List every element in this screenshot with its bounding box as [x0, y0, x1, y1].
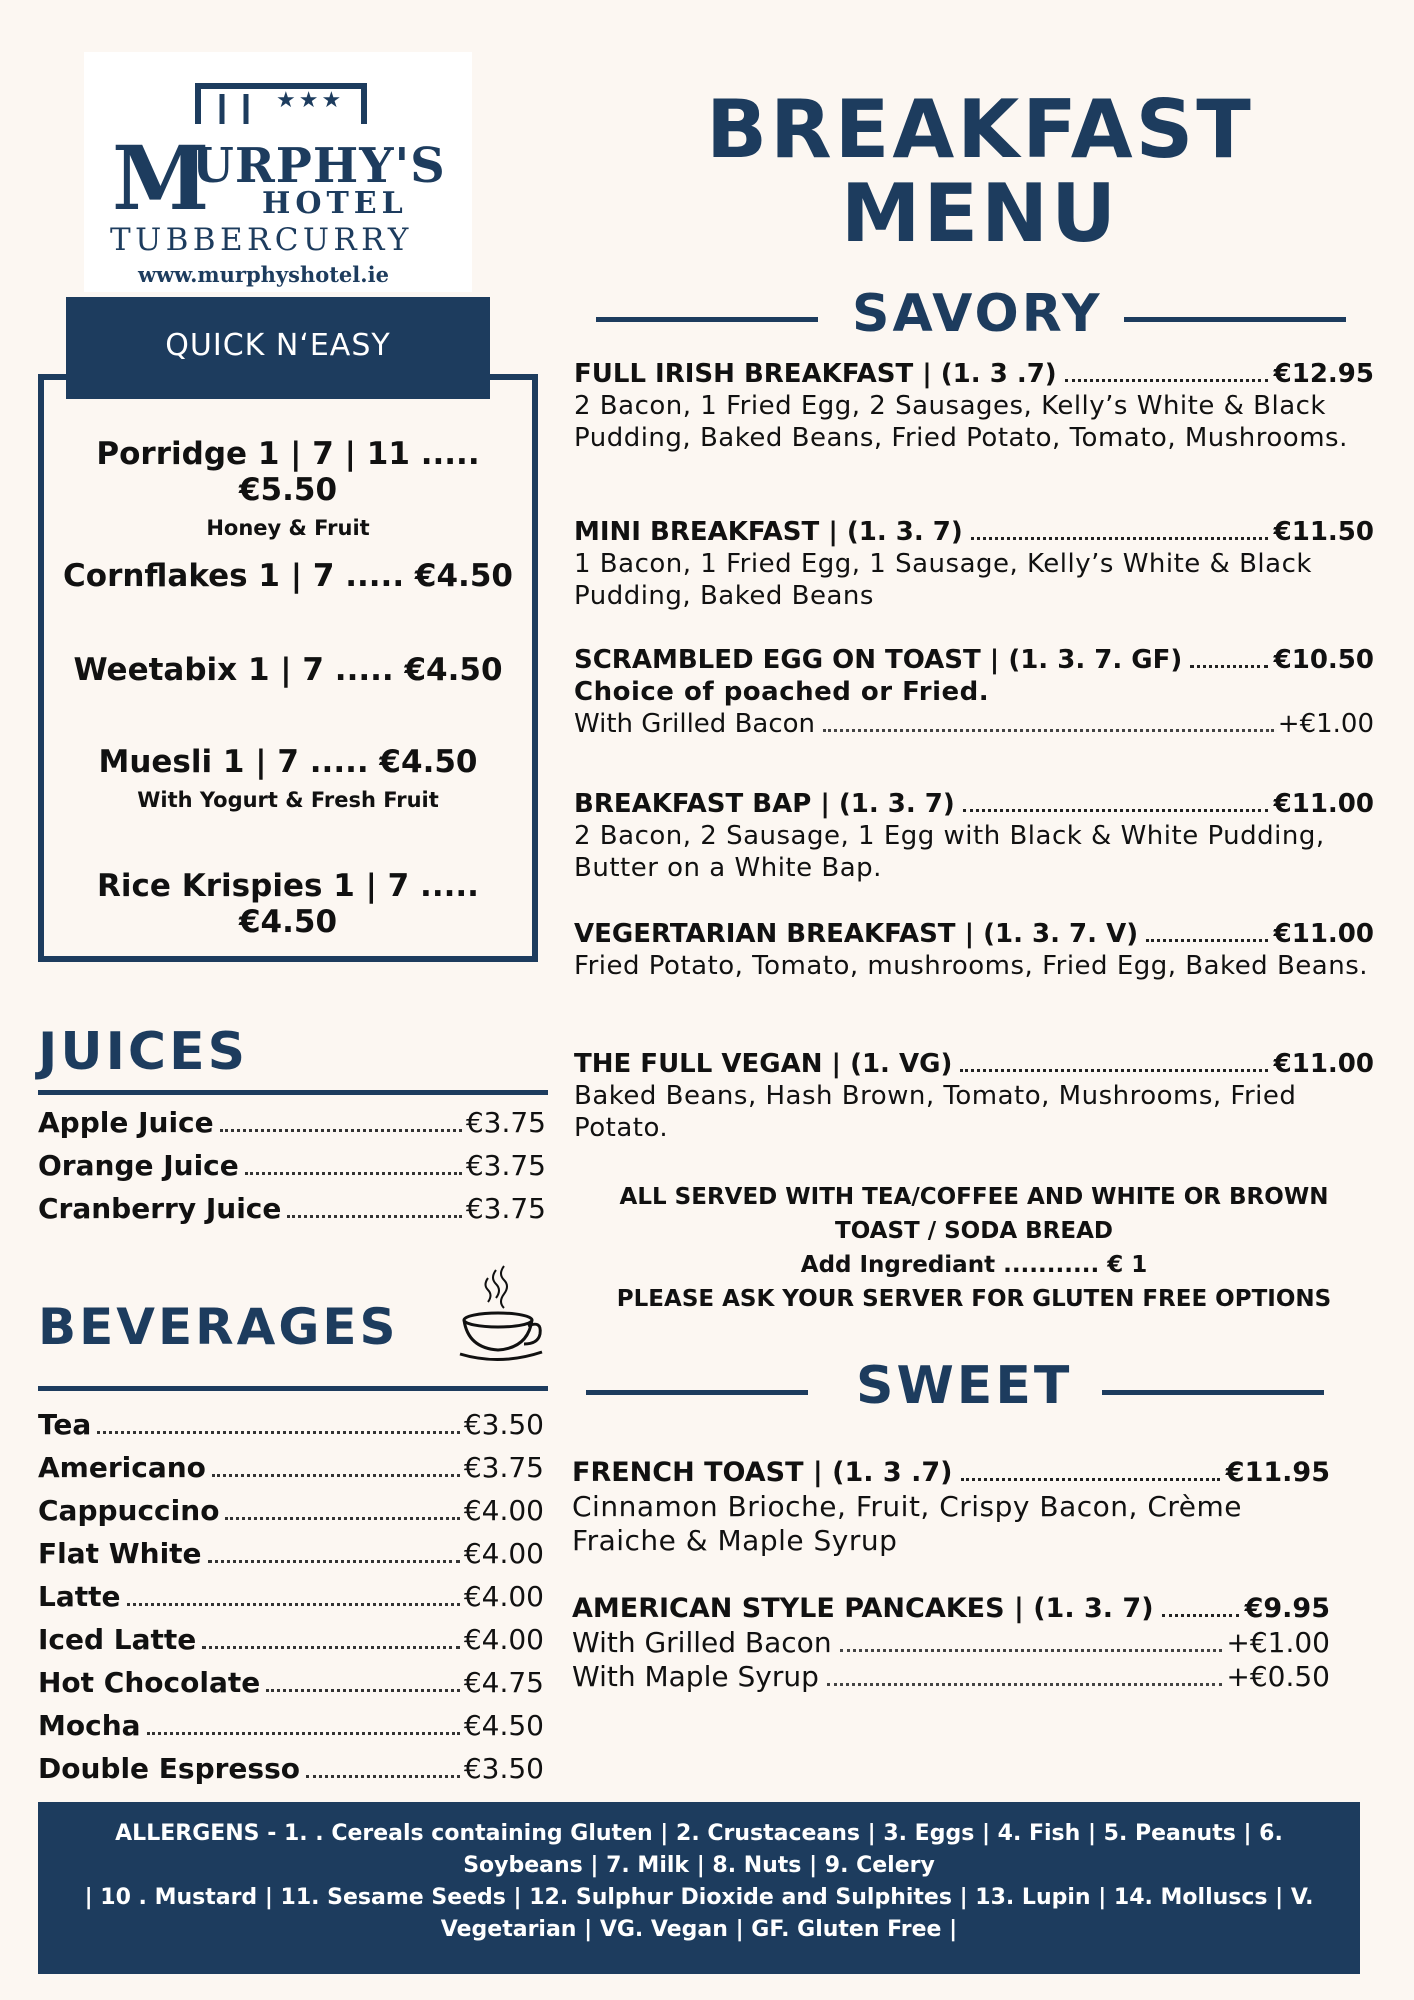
savory-item	[574, 358, 1374, 454]
juice-row	[38, 1192, 546, 1225]
allergens-footer	[38, 1802, 1360, 1974]
item-price: €12.95	[1273, 359, 1374, 389]
beverages-heading: BEVERAGES	[38, 1298, 399, 1356]
juice-price: €3.75	[465, 1192, 546, 1225]
savory-heading: SAVORY	[852, 284, 1103, 344]
juice-row	[38, 1149, 546, 1182]
beverage-name: Mocha	[38, 1709, 141, 1742]
beverages-rule	[38, 1386, 548, 1391]
item-name: FULL IRISH BREAKFAST | (1. 3 .7)	[574, 359, 1057, 389]
item-price: €11.50	[1273, 517, 1374, 547]
item-price: €11.95	[1225, 1457, 1330, 1488]
beverage-row	[38, 1623, 544, 1656]
quick-item-cornflakes	[44, 558, 532, 594]
logo-website[interactable]: www.murphyshotel.ie	[138, 262, 389, 287]
item-desc: Fried Potato, Tomato, mushrooms, Fried Egg, Baked Beans.	[574, 951, 1369, 981]
quick-item-name: Porridge 1 | 7 | 11 ..... €5.50	[96, 436, 480, 508]
juice-name: Orange Juice	[38, 1149, 239, 1182]
beverage-name: Tea	[38, 1408, 92, 1441]
hotel-logo	[84, 52, 472, 292]
beverage-price: €4.00	[463, 1537, 544, 1570]
quick-easy-box	[38, 374, 538, 962]
page-title	[560, 83, 1400, 260]
logo-town: TUBBERCURRY	[110, 222, 413, 258]
beverage-row	[38, 1408, 544, 1441]
juice-name: Apple Juice	[38, 1106, 214, 1139]
beverage-price: €4.75	[463, 1666, 544, 1699]
item-price: €9.95	[1244, 1593, 1330, 1624]
beverage-row	[38, 1752, 544, 1785]
beverage-row	[38, 1709, 544, 1742]
quick-item-name: Cornflakes 1 | 7 ..... €4.50	[63, 558, 513, 594]
beverage-price: €3.50	[463, 1752, 544, 1785]
beverage-name: Flat White	[38, 1537, 202, 1570]
beverage-name: Cappuccino	[38, 1494, 220, 1527]
sweet-item	[572, 1592, 1330, 1694]
quick-item-porridge	[44, 436, 532, 540]
beverage-row	[38, 1494, 544, 1527]
allergens-line-2: | 10 . Mustard | 11. Sesame Seeds | 12. Sulphur Dioxide and Sulphites | 13. Lupin | 14. Molluscs | V. Vegetarian | VG. Vegan | GF. Gluten Free |	[84, 1885, 1314, 1942]
sweet-rule-left	[586, 1390, 808, 1395]
item-desc: Baked Beans, Hash Brown, Tomato, Mushrooms, Fried Potato.	[574, 1081, 1297, 1143]
beverage-name: Iced Latte	[38, 1623, 197, 1656]
beverage-price: €4.00	[463, 1623, 544, 1656]
quick-easy-heading: QUICK N‘EASY	[66, 297, 490, 399]
juices-rule	[38, 1090, 548, 1095]
extra-label: With Maple Syrup	[572, 1660, 819, 1693]
juices-heading: JUICES	[38, 1022, 249, 1082]
extra-label: With Grilled Bacon	[574, 709, 816, 739]
item-desc: 2 Bacon, 1 Fried Egg, 2 Sausages, Kelly’s White & Black Pudding, Baked Beans, Fried Potato, Tomato, Mushrooms.	[574, 391, 1348, 453]
beverage-name: Hot Chocolate	[38, 1666, 261, 1699]
item-desc: 2 Bacon, 2 Sausage, 1 Egg with Black & White Pudding, Butter on a White Bap.	[574, 821, 1325, 883]
quick-item-muesli	[44, 744, 532, 812]
juice-name: Cranberry Juice	[38, 1192, 282, 1225]
savory-rule-left	[596, 317, 818, 322]
quick-item-weetabix	[44, 652, 532, 688]
item-price: €10.50	[1273, 645, 1374, 675]
logo-hotel: HOTEL	[262, 186, 408, 221]
quick-item-rice-krispies	[44, 868, 532, 940]
beverage-row	[38, 1537, 544, 1570]
quick-item-desc: With Yogurt & Fresh Fruit	[137, 788, 439, 812]
item-name: AMERICAN STYLE PANCAKES | (1. 3. 7)	[572, 1593, 1154, 1624]
coffee-cup-icon	[454, 1262, 546, 1366]
item-price: €11.00	[1273, 789, 1374, 819]
logo-name: URPHY'S	[192, 138, 446, 194]
item-desc: 1 Bacon, 1 Fried Egg, 1 Sausage, Kelly’s White & Black Pudding, Baked Beans	[574, 549, 1312, 611]
served-line-2: Add Ingrediant ........... € 1	[800, 1252, 1148, 1278]
item-name: SCRAMBLED EGG ON TOAST | (1. 3. 7. GF)	[574, 645, 1183, 675]
item-name: THE FULL VEGAN | (1. VG)	[574, 1049, 953, 1079]
beverage-price: €4.00	[463, 1494, 544, 1527]
juice-price: €3.75	[465, 1106, 546, 1139]
item-desc: Cinnamon Brioche, Fruit, Crispy Bacon, Crème Fraiche & Maple Syrup	[572, 1490, 1243, 1557]
item-price: €11.00	[1273, 1049, 1374, 1079]
beverage-price: €3.50	[463, 1408, 544, 1441]
title-line-1: BREAKFAST	[706, 83, 1254, 176]
quick-item-name: Rice Krispies 1 | 7 ..... €4.50	[97, 868, 479, 940]
beverage-name: Latte	[38, 1580, 121, 1613]
hotel-stars: ★★★	[276, 88, 345, 113]
quick-item-name: Muesli 1 | 7 ..... €4.50	[98, 744, 478, 780]
juice-row	[38, 1106, 546, 1139]
item-name: MINI BREAKFAST | (1. 3. 7)	[574, 517, 963, 547]
savory-item	[574, 1048, 1374, 1144]
beverage-name: Americano	[38, 1451, 206, 1484]
extra-label: With Grilled Bacon	[572, 1626, 832, 1659]
beverage-row	[38, 1580, 544, 1613]
title-line-2: MENU	[840, 167, 1120, 260]
savory-item	[574, 918, 1374, 982]
savory-item	[574, 644, 1374, 740]
savory-item	[574, 788, 1374, 884]
quick-item-desc: Honey & Fruit	[206, 516, 370, 540]
beverage-price: €4.50	[463, 1709, 544, 1742]
sweet-item	[572, 1456, 1330, 1558]
beverage-price: €3.75	[463, 1451, 544, 1484]
served-line-3: PLEASE ASK YOUR SERVER FOR GLUTEN FREE OPTIONS	[616, 1286, 1332, 1312]
beverage-row	[38, 1451, 544, 1484]
item-price: €11.00	[1273, 919, 1374, 949]
beverage-name: Double Espresso	[38, 1752, 300, 1785]
beverage-price: €4.00	[463, 1580, 544, 1613]
logo-initial: M	[112, 126, 210, 230]
item-name: VEGERTARIAN BREAKFAST | (1. 3. 7. V)	[574, 919, 1139, 949]
sweet-heading: SWEET	[856, 1356, 1073, 1416]
item-name: FRENCH TOAST | (1. 3 .7)	[572, 1457, 953, 1488]
savory-item	[574, 516, 1374, 612]
extra-price: +€1.00	[1226, 1626, 1330, 1659]
extra-price: +€1.00	[1277, 709, 1374, 739]
sweet-rule-right	[1102, 1390, 1324, 1395]
savory-rule-right	[1124, 317, 1346, 322]
served-line-1: ALL SERVED WITH TEA/COFFEE AND WHITE OR BROWN TOAST / SODA BREAD	[619, 1184, 1329, 1244]
quick-item-name: Weetabix 1 | 7 ..... €4.50	[73, 652, 503, 688]
beverage-row	[38, 1666, 544, 1699]
juice-price: €3.75	[465, 1149, 546, 1182]
allergens-line-1: ALLERGENS - 1. . Cereals containing Gluten | 2. Crustaceans | 3. Eggs | 4. Fish | 5. Peanuts | 6. Soybeans | 7. Milk | 8. Nuts | 9. Celery	[115, 1821, 1283, 1878]
item-note: Choice of poached or Fried.	[574, 677, 990, 707]
served-with-note	[574, 1180, 1374, 1316]
item-name: BREAKFAST BAP | (1. 3. 7)	[574, 789, 955, 819]
extra-price: +€0.50	[1226, 1660, 1330, 1693]
